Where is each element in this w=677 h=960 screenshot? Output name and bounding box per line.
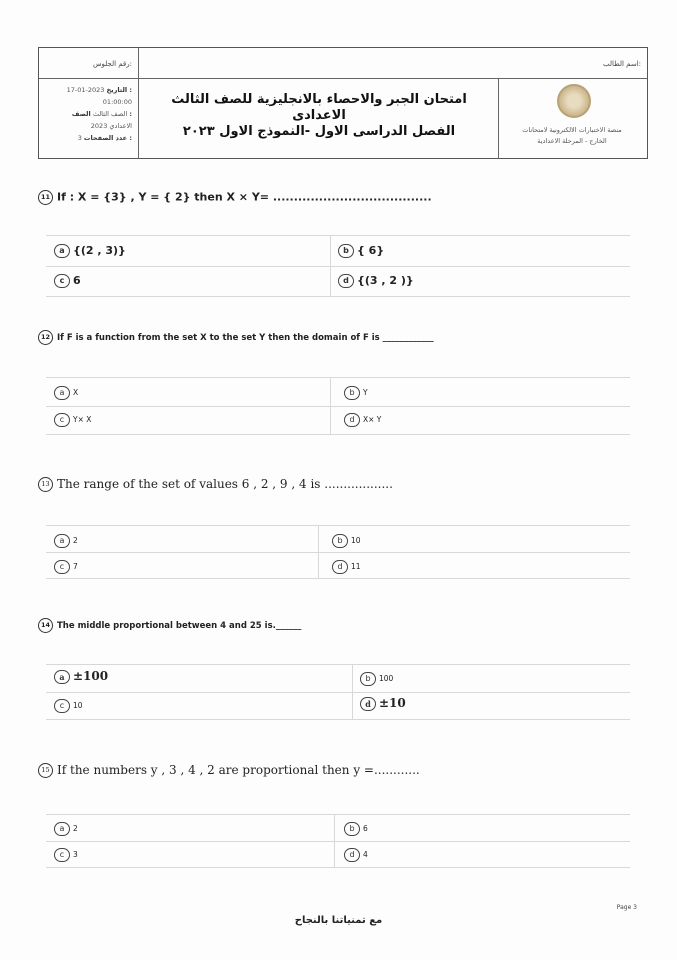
question-14-text: The middle proportional between 4 and 25 is.______ <box>57 621 302 631</box>
date-label: التاريخ : <box>106 86 132 94</box>
q15-option-d[interactable]: d 4 <box>344 848 368 862</box>
q13-option-b[interactable]: b 10 <box>332 534 361 548</box>
exam-info-cell <box>39 78 139 159</box>
grade-value: الصف الثالث <box>92 110 128 118</box>
question-12 <box>38 330 434 345</box>
exam-title-line1: امتحان الجبر والاحصاء بالانجليزية للصف الثالث الاعدادى <box>171 92 467 123</box>
question-number-15: 15 <box>38 763 53 778</box>
q13-option-d[interactable]: d 11 <box>332 560 361 574</box>
question-11 <box>38 190 432 205</box>
question-13-text: The range of the set of values 6 , 2 , 9 , 4 is .................. <box>57 477 393 491</box>
grade-value-2: الاعدادي 2023 <box>90 122 132 130</box>
q11-option-a[interactable]: a {(2 , 3)} <box>54 244 126 258</box>
q15-option-b[interactable]: b 6 <box>344 822 368 836</box>
question-number-13: 13 <box>38 477 53 492</box>
pages-label: عدد الصفحات : <box>83 134 132 142</box>
question-14 <box>38 618 301 633</box>
question-15-options <box>46 814 630 868</box>
q12-option-b[interactable]: b Y <box>344 386 368 400</box>
q11-option-b[interactable]: b { 6} <box>338 244 384 258</box>
ministry-seal-icon <box>557 84 591 118</box>
q15-option-c[interactable]: c 3 <box>54 848 78 862</box>
seat-number-cell <box>39 48 139 78</box>
q11-option-d[interactable]: d {(3 , 2 )} <box>338 274 414 288</box>
page-number: Page 3 <box>616 904 637 911</box>
q13-option-a[interactable]: a 2 <box>54 534 78 548</box>
q12-option-d[interactable]: d X× Y <box>344 413 381 427</box>
question-13 <box>38 477 393 492</box>
question-14-options <box>46 664 630 720</box>
q11-option-c[interactable]: c 6 <box>54 274 81 288</box>
q14-option-a[interactable]: a ±100 <box>54 669 108 684</box>
student-name-label: اسم الطالب: <box>602 60 641 68</box>
pages-value: 3 <box>77 134 82 142</box>
q12-option-c[interactable]: c Y× X <box>54 413 91 427</box>
date-value: 17-01-2023 <box>66 86 105 94</box>
grade-label: الصف : <box>71 110 132 118</box>
question-number-11: 11 <box>38 190 53 205</box>
exam-header <box>38 47 648 159</box>
question-12-options <box>46 377 630 435</box>
platform-line1: منصة الاختبارات الالكترونية لامتحانات <box>522 126 622 134</box>
q15-option-a[interactable]: a 2 <box>54 822 78 836</box>
question-11-text: If : X = {3} , Y = { 2} then X × Y= ...................................... <box>57 190 432 204</box>
platform-name <box>503 125 641 147</box>
question-15 <box>38 763 420 778</box>
platform-line2: الخارج - المرحلة الاعدادية <box>537 137 607 145</box>
q14-option-b[interactable]: b 100 <box>360 672 393 686</box>
question-number-14: 14 <box>38 618 53 633</box>
exam-title-line2: الفصل الدراسى الاول -النموذج الاول ٢٠٢٣ <box>182 124 456 139</box>
question-15-text: If the numbers y , 3 , 4 , 2 are proportional then y =............ <box>57 763 420 777</box>
platform-cell <box>498 78 647 159</box>
question-11-options <box>46 235 630 297</box>
q14-option-d[interactable]: d ±10 <box>360 696 406 711</box>
question-13-options <box>46 525 630 579</box>
q12-option-a[interactable]: a X <box>54 386 78 400</box>
question-number-12: 12 <box>38 330 53 345</box>
time-value: 01:00:00 <box>102 98 132 106</box>
q14-option-c[interactable]: c 10 <box>54 699 83 713</box>
q13-option-c[interactable]: c 7 <box>54 560 78 574</box>
footer-wish: مع تمنياتنا بالنجاح <box>294 915 383 926</box>
header-top-row <box>39 48 647 79</box>
question-12-text: If F is a function from the set X to the set Y then the domain of F is ____________ <box>57 333 434 343</box>
exam-title <box>149 92 489 140</box>
seat-number-label: رقم الجلوس: <box>92 60 132 68</box>
